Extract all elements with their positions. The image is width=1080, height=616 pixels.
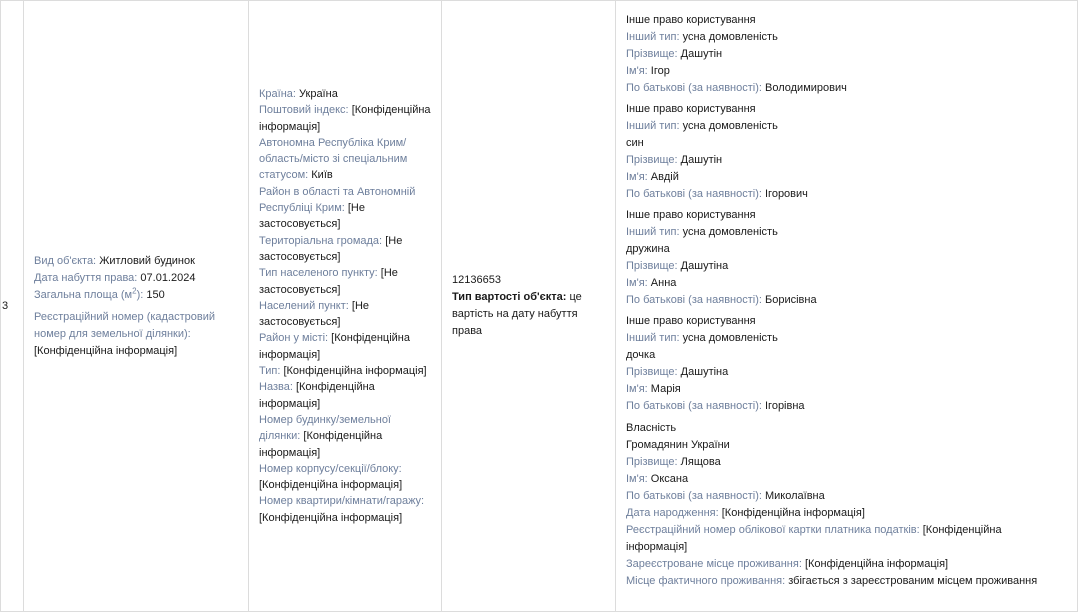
address-line	[259, 216, 432, 232]
right-line	[626, 505, 1069, 522]
right-line	[626, 539, 1069, 556]
field-value: [Конфіденційна інформація]	[283, 365, 427, 378]
field-value: інформація]	[259, 120, 321, 133]
field-label: Прізвище:	[626, 366, 678, 378]
field-value: [Конфіденційна	[922, 524, 1002, 536]
acquisition-date: Дата набуття права: 07.01.2024	[34, 271, 196, 284]
field-value: [Не	[347, 202, 365, 215]
field-value: [Конфіденційна	[351, 104, 431, 117]
field-label: Ім'я:	[626, 171, 648, 183]
field-label: Населений пункт:	[259, 299, 349, 312]
right-line	[626, 241, 1069, 258]
field-label: Автономна Республіка Крим/	[259, 136, 407, 149]
rights-blocks	[626, 12, 1069, 590]
field-value: [Конфіденційна	[303, 430, 383, 443]
field-value: [Конфіденційна інформація]	[804, 558, 949, 570]
address-line	[259, 347, 432, 363]
field-label: Територіальна громада:	[259, 234, 383, 247]
value-type-line-3: права	[452, 325, 483, 337]
field-label: Назва:	[259, 381, 293, 394]
right-line	[626, 381, 1069, 398]
right-line	[626, 471, 1069, 488]
address-line	[259, 282, 432, 298]
field-value: застосовується]	[259, 283, 341, 296]
field-value: інформація]	[259, 446, 321, 459]
field-value: [Не	[351, 299, 370, 312]
right-line	[626, 313, 1069, 330]
field-label: Зареєстроване місце проживання:	[626, 558, 802, 570]
field-value: Ігорович	[765, 188, 808, 200]
field-label: Республіці Крим:	[259, 202, 345, 215]
field-label: Країна:	[259, 87, 296, 100]
field-value: Анна	[650, 277, 677, 289]
field-value: [Конфіденційна інформація]	[259, 479, 403, 492]
address-line	[259, 298, 432, 314]
right-line	[626, 420, 1069, 437]
right-line	[626, 224, 1069, 241]
address-line	[259, 379, 432, 395]
right-line	[626, 573, 1069, 590]
field-label: Прізвище:	[626, 48, 678, 60]
field-label: Місце фактичного проживання:	[626, 575, 786, 587]
field-label: Поштовий індекс:	[259, 104, 349, 117]
field-value: син	[626, 137, 644, 149]
field-value: Інше право користування	[626, 14, 756, 26]
field-value: Лящова	[680, 456, 721, 468]
address-line	[259, 86, 432, 102]
field-value: Оксана	[650, 473, 689, 485]
field-label: Район у місті:	[259, 332, 329, 345]
address-line	[259, 135, 432, 151]
field-value: Дашутін	[680, 48, 723, 60]
field-value: Ігор	[650, 65, 670, 77]
right-line	[626, 258, 1069, 275]
right-line	[626, 556, 1069, 573]
address-line	[259, 477, 432, 493]
field-value: дружина	[626, 243, 670, 255]
field-value: застосовується]	[259, 218, 341, 231]
right-block	[626, 12, 1069, 97]
field-label: По батькові (за наявності):	[626, 294, 762, 306]
field-label: статусом:	[259, 169, 309, 182]
field-label: Дата народження:	[626, 507, 719, 519]
field-value: Київ	[311, 169, 333, 182]
field-value: Борисівна	[765, 294, 817, 306]
right-line	[626, 347, 1069, 364]
right-block	[626, 420, 1069, 590]
total-area: Загальна площа $(м^2)$: 150	[34, 285, 165, 301]
value-cell	[441, 0, 616, 612]
field-label: Прізвище:	[626, 154, 678, 166]
field-label: Ім'я:	[626, 383, 648, 395]
field-label: По батькові (за наявності):	[626, 188, 762, 200]
object-value-amount: 12136653	[452, 274, 501, 286]
field-value: [Не	[380, 267, 398, 280]
field-label: Інший тип:	[626, 226, 680, 238]
field-value: Дашутін	[680, 154, 723, 166]
right-line	[626, 488, 1069, 505]
address-line	[259, 233, 432, 249]
field-value: [Конфіденційна інформація]	[721, 507, 865, 519]
field-value: Володимирович	[765, 82, 847, 94]
field-label: Ім'я:	[626, 473, 648, 485]
right-line	[626, 12, 1069, 29]
rights-cell	[615, 0, 1078, 612]
address-line	[259, 249, 432, 265]
field-value: застосовується]	[259, 250, 341, 263]
field-value: Інше право користування	[626, 103, 756, 115]
field-label: По батькові (за наявності):	[626, 400, 762, 412]
address-lines	[249, 1, 442, 611]
address-line	[259, 184, 432, 200]
field-label: По батькові (за наявності):	[626, 490, 762, 502]
right-line	[626, 330, 1069, 347]
registration-number-label: Реєстраційний номер (кадастровий	[34, 310, 215, 323]
field-label: Інший тип:	[626, 120, 680, 132]
field-value: усна домовленість	[682, 31, 778, 43]
value-type-line-2: вартість на дату набуття	[452, 308, 578, 320]
right-line	[626, 152, 1069, 169]
field-label: Прізвище:	[626, 260, 678, 272]
address-line	[259, 412, 432, 428]
field-value: Інше право користування	[626, 209, 756, 221]
right-line	[626, 101, 1069, 118]
right-line	[626, 275, 1069, 292]
address-line	[259, 363, 432, 379]
field-value: усна домовленість	[682, 120, 778, 132]
object-type: Вид об'єкта: Житловий будинок	[34, 254, 195, 267]
field-value: збігається з зареєстрованим місцем проживання	[788, 575, 1038, 587]
right-line	[626, 118, 1069, 135]
right-line	[626, 46, 1069, 63]
field-value: Громадянин України	[626, 439, 730, 451]
value-type: Тип вартості об'єкта: це	[452, 291, 582, 303]
field-value: [Конфіденційна	[295, 381, 375, 394]
field-value: дочка	[626, 349, 656, 361]
field-label: Інший тип:	[626, 31, 680, 43]
field-value: інформація]	[259, 397, 321, 410]
field-value: усна домовленість	[682, 226, 778, 238]
address-line	[259, 428, 432, 444]
field-value: Миколаївна	[765, 490, 825, 502]
field-value: Дашутіна	[680, 366, 729, 378]
address-line	[259, 102, 432, 118]
object-cell	[23, 0, 249, 612]
field-value: Україна	[299, 87, 338, 100]
field-label: Район в області та Автономній	[259, 185, 416, 198]
address-line	[259, 200, 432, 216]
address-line	[259, 330, 432, 346]
right-line	[626, 437, 1069, 454]
field-label: По батькові (за наявності):	[626, 82, 762, 94]
right-line	[626, 398, 1069, 415]
address-line	[259, 167, 432, 183]
right-line	[626, 207, 1069, 224]
field-value: інформація]	[626, 541, 688, 553]
right-block	[626, 207, 1069, 309]
field-label: Тип:	[259, 365, 281, 378]
address-line	[259, 151, 432, 167]
field-value: Ігорівна	[765, 400, 805, 412]
field-label: Номер квартири/кімнати/гаражу:	[259, 495, 425, 508]
right-line	[626, 292, 1069, 309]
field-value: застосовується]	[259, 316, 341, 329]
registration-number-label-2: номер для земельної ділянки):	[34, 327, 191, 340]
address-line	[259, 445, 432, 461]
field-label: Номер будинку/земельної	[259, 413, 391, 426]
field-value: інформація]	[259, 348, 321, 361]
right-block	[626, 313, 1069, 415]
field-label: Інший тип:	[626, 332, 680, 344]
field-value: [Конфіденційна інформація]	[259, 511, 403, 524]
address-line	[259, 396, 432, 412]
address-cell	[248, 0, 442, 612]
field-label: Прізвище:	[626, 456, 678, 468]
field-label: ділянки:	[259, 430, 301, 443]
field-label: область/місто зі спеціальним	[259, 153, 408, 166]
address-line	[259, 314, 432, 330]
address-line	[259, 265, 432, 281]
right-line	[626, 63, 1069, 80]
right-line	[626, 80, 1069, 97]
address-line	[259, 461, 432, 477]
row-number: 3	[2, 299, 9, 312]
right-line	[626, 522, 1069, 539]
field-value: [Не	[385, 234, 403, 247]
field-label: Тип населеного пункту:	[259, 267, 378, 280]
right-line	[626, 454, 1069, 471]
field-value: усна домовленість	[682, 332, 778, 344]
address-line	[259, 510, 432, 526]
field-value: Дашутіна	[680, 260, 729, 272]
row-number-cell	[0, 0, 24, 612]
address-line	[259, 119, 432, 135]
right-line	[626, 135, 1069, 152]
right-line	[626, 364, 1069, 381]
field-label: Номер корпусу/секції/блоку:	[259, 462, 402, 475]
address-line	[259, 493, 432, 509]
registration-number-value: [Конфіденційна інформація]	[34, 344, 178, 357]
field-value: [Конфіденційна	[331, 332, 410, 345]
right-line	[626, 186, 1069, 203]
field-value: Авдій	[650, 171, 679, 183]
field-value: Власність	[626, 422, 677, 434]
right-line	[626, 29, 1069, 46]
field-label: Реєстраційний номер облікової картки платника податків:	[626, 524, 920, 536]
field-label: Ім'я:	[626, 277, 648, 289]
right-line	[626, 169, 1069, 186]
field-value: Марія	[650, 383, 681, 395]
field-label: Ім'я:	[626, 65, 648, 77]
right-block	[626, 101, 1069, 203]
field-value: Інше право користування	[626, 315, 756, 327]
